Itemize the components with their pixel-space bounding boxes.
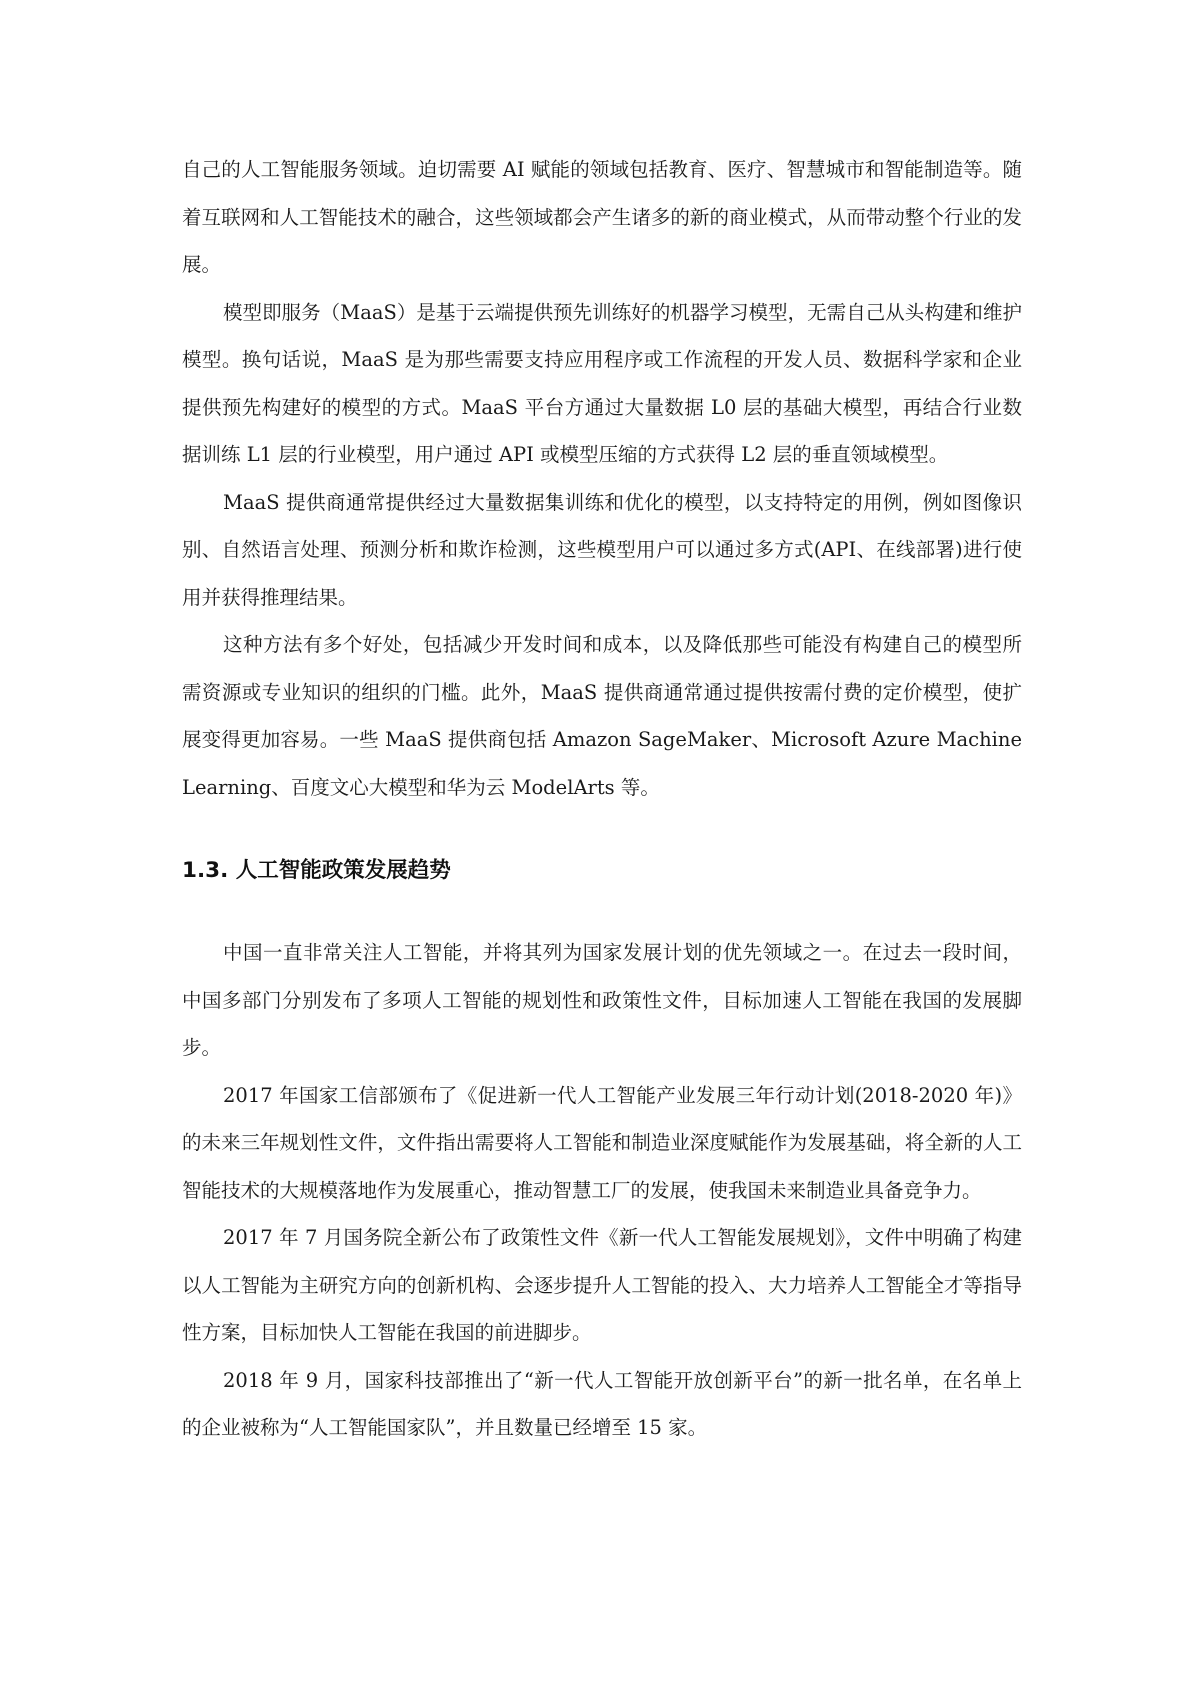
paragraph-maas-benefits: 这种方法有多个好处，包括减少开发时间和成本，以及降低那些可能没有构建自己的模型所需资源或专业知识的组织的门槛。此外，MaaS 提供商通常通过提供按需付费的定价模型，使扩展变得更加容易。一些 MaaS 提供商包括 Amazon SageMaker、Microsoft Azure Machine Learning、百度文心大模型和华为云 ModelArts 等。 <box>182 633 1022 799</box>
paragraph-maas-providers: MaaS 提供商通常提供经过大量数据集训练和优化的模型，以支持特定的用例，例如图像识别、自然语言处理、预测分析和欺诈检测，这些模型用户可以通过多方式(API、在线部署)进行使用并获得推理结果。 <box>182 490 1022 609</box>
section-heading: 1.3. 人工智能政策发展趋势 <box>182 858 451 883</box>
paragraph-policy-intro: 中国一直非常关注人工智能，并将其列为国家发展计划的优先领域之一。在过去一段时间，中国多部门分别发布了多项人工智能的规划性和政策性文件，目标加速人工智能在我国的发展脚步。 <box>182 941 1022 1059</box>
paragraph-policy-2017-state-council: 2017 年 7 月国务院全新公布了政策性文件《新一代人工智能发展规划》，文件中明确了构建以人工智能为主研究方向的创新机构、会逐步提升人工智能的投入、大力培养人工智能全才等指导性方案，目标加快人工智能在我国的前进脚步。 <box>182 1226 1022 1344</box>
paragraph-continued: 自己的人工智能服务领域。迫切需要 AI 赋能的领域包括教育、医疗、智慧城市和智能制造等。随着互联网和人工智能技术的融合，这些领域都会产生诸多的新的商业模式，从而带动整个行业的发展。 <box>182 158 1022 276</box>
page-content <box>182 146 1022 1452</box>
paragraph-maas-definition: 模型即服务（MaaS）是基于云端提供预先训练好的机器学习模型，无需自己从头构建和维护模型。换句话说，MaaS 是为那些需要支持应用程序或工作流程的开发人员、数据科学家和企业提供预先构建好的模型的方式。MaaS 平台方通过大量数据 L0 层的基础大模型，再结合行业数据训练 L1 层的行业模型，用户通过 API 或模型压缩的方式获得 L2 层的垂直领域模型。 <box>182 300 1022 466</box>
paragraph-policy-2017-miit: 2017 年国家工信部颁布了《促进新一代人工智能产业发展三年行动计划(2018-2020 年)》的未来三年规划性文件，文件指出需要将人工智能和制造业深度赋能作为发展基础，将全新的人工智能技术的大规模落地作为发展重心，推动智慧工厂的发展，使我国未来制造业具备竞争力。 <box>182 1083 1022 1202</box>
paragraph-policy-2018-most: 2018 年 9 月，国家科技部推出了“新一代人工智能开放创新平台”的新一批名单，在名单上的企业被称为“人工智能国家队”，并且数量已经增至 15 家。 <box>182 1368 1022 1439</box>
